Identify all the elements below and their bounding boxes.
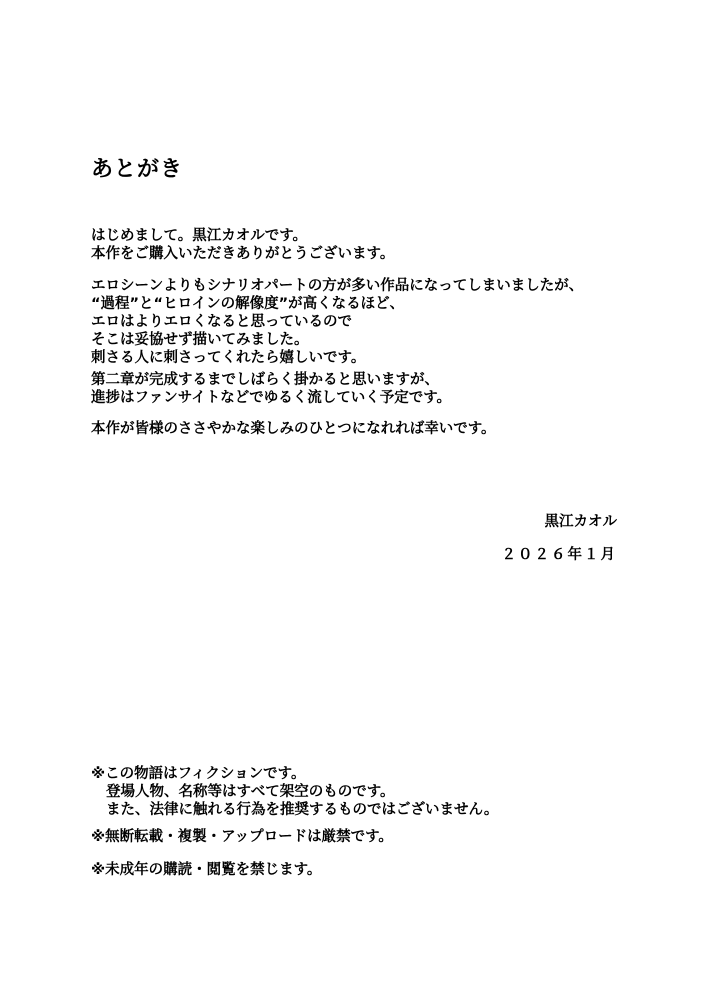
- note-line: ※未成年の購読・閲覧を禁じます。: [91, 862, 322, 878]
- note-age-restriction: [91, 861, 321, 879]
- text-line: そこは妥協せず描いてみました。: [91, 332, 309, 348]
- page-title: あとがき: [91, 157, 184, 182]
- text-line: 第二章が完成するまでしばらく掛かると思いますが、: [91, 372, 439, 388]
- text-line: 本作をご購入いただきありがとうございます。: [91, 246, 395, 262]
- paragraph-greeting: [91, 227, 394, 263]
- text-line: 本作が皆様のささやかな楽しみのひとつになれれば幸いです。: [91, 421, 496, 437]
- note-line: また、法律に触れる行為を推奨するものではございません。: [106, 802, 499, 818]
- text-line: エロシーンよりもシナリオパートの方が多い作品になってしまいましたが、: [91, 278, 584, 294]
- signature-date: ２０２６年１月: [501, 547, 617, 563]
- note-no-reproduction: [91, 828, 393, 846]
- note-line: ※無断転載・複製・アップロードは厳禁です。: [91, 829, 393, 845]
- paragraph-next-chapter: [91, 371, 451, 407]
- paragraph-closing: [91, 420, 496, 438]
- note-line: 登場人物、名称等はすべて架空のものです。: [106, 784, 395, 800]
- text-line: 刺さる人に刺さってくれたら嬉しいです。: [91, 350, 366, 366]
- text-line: はじめまして。黒江カオルです。: [91, 228, 308, 244]
- paragraph-content: [91, 277, 583, 367]
- note-fiction: [91, 765, 498, 819]
- note-line: ※この物語はフィクションです。: [91, 766, 306, 782]
- text-line: “過程”と“ヒロインの解像度”が高くなるほど、: [91, 296, 405, 312]
- signature-name: 黒江カオル: [544, 514, 617, 530]
- text-line: 進捗はファンサイトなどでゆるく流していく予定です。: [91, 390, 452, 406]
- text-line: エロはよりエロくなると思っているので: [91, 314, 352, 330]
